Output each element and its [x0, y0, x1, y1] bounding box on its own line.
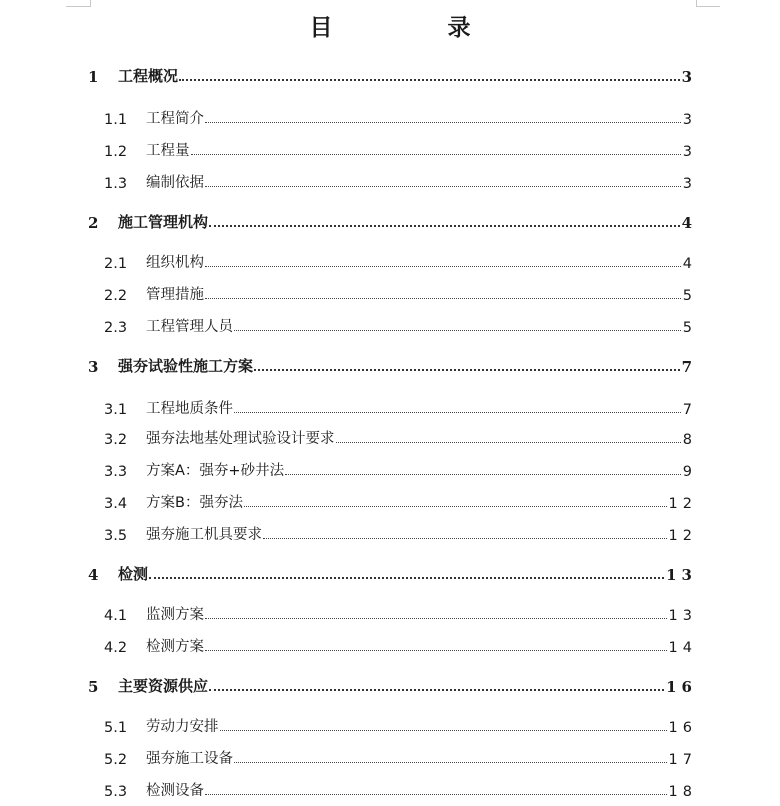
toc-entry-page: 3	[682, 144, 697, 160]
dot-leader	[254, 369, 680, 371]
toc-entry[interactable]	[88, 488, 697, 512]
toc-entry-page: 9	[682, 464, 697, 480]
toc-entry-number: 2.3	[104, 320, 128, 336]
toc-entry[interactable]	[88, 280, 697, 304]
dot-leader	[191, 154, 681, 155]
toc-entry-text: 检测设备	[146, 783, 204, 799]
toc-entry-number: 2	[88, 214, 99, 232]
toc-entry-page: 4	[682, 256, 697, 272]
toc-entry[interactable]	[88, 560, 697, 584]
toc-entry-page: 12	[668, 496, 697, 512]
toc-entry-page: 16	[668, 720, 697, 736]
dot-leader	[205, 618, 667, 619]
toc-entry-number: 3	[88, 358, 99, 376]
toc-entry-number: 4	[88, 566, 99, 584]
toc-entry[interactable]	[88, 520, 697, 544]
toc-entry-text: 方案B：强夯法	[146, 495, 243, 511]
toc-entry[interactable]	[88, 62, 697, 86]
toc-entry-text: 强夯施工设备	[146, 751, 233, 767]
toc-entry-page: 13	[668, 608, 697, 624]
toc-entry[interactable]	[88, 104, 697, 128]
toc-entry-number: 3.2	[104, 432, 128, 448]
toc-entry-text: 强夯法地基处理试验设计要求	[146, 431, 335, 447]
dot-leader	[205, 794, 667, 795]
toc-entry-text: 工程简介	[146, 111, 204, 127]
toc-entry-text: 工程量	[146, 143, 190, 159]
toc-entry-text: 施工管理机构	[118, 213, 209, 231]
dot-leader	[205, 266, 681, 267]
toc-entry-page: 5	[682, 288, 697, 304]
dot-leader	[336, 442, 681, 443]
dot-leader	[285, 474, 681, 475]
toc-entry[interactable]	[88, 632, 697, 656]
dot-leader	[179, 79, 680, 81]
toc-entry-page: 4	[681, 214, 697, 232]
toc-entry-page: 16	[666, 678, 697, 696]
toc-entry[interactable]	[88, 312, 697, 336]
toc-entry-number: 3.4	[104, 496, 128, 512]
toc-entry[interactable]	[88, 136, 697, 160]
toc-entry-number: 1.3	[104, 176, 128, 192]
toc-entry-number: 5	[88, 678, 99, 696]
dot-leader	[205, 122, 681, 123]
toc-entry-text: 方案A：强夯+砂井法	[146, 463, 285, 479]
toc-entry-text: 工程概况	[118, 67, 179, 85]
toc-entry[interactable]	[88, 712, 697, 736]
dot-leader	[263, 538, 667, 539]
dot-leader	[149, 577, 664, 579]
toc-entry-page: 8	[682, 432, 697, 448]
toc-entry-number: 5.1	[104, 720, 128, 736]
dot-leader	[234, 330, 681, 331]
toc-entry[interactable]	[88, 352, 697, 376]
toc-entry-text: 组织机构	[146, 255, 204, 271]
toc-entry-page: 3	[681, 68, 697, 86]
toc-entry-number: 1.1	[104, 112, 128, 128]
toc-entry-number: 2.2	[104, 288, 128, 304]
toc-entry-text: 检测方案	[146, 639, 204, 655]
toc-entry[interactable]	[88, 208, 697, 232]
toc-entry-page: 17	[668, 752, 697, 768]
dot-leader	[205, 298, 681, 299]
dot-leader	[234, 412, 681, 413]
toc-entry[interactable]	[88, 424, 697, 448]
toc-entry-number: 4.1	[104, 608, 128, 624]
toc-entry-page: 5	[682, 320, 697, 336]
toc-entry[interactable]	[88, 394, 697, 418]
toc-entry[interactable]	[88, 744, 697, 768]
toc-entry-text: 检测	[118, 565, 149, 583]
toc-entry-number: 5.3	[104, 784, 128, 800]
toc-entry-page: 13	[666, 566, 697, 584]
toc-entry-text: 工程管理人员	[146, 319, 233, 335]
toc-entry-text: 监测方案	[146, 607, 204, 623]
toc-entry-number: 5.2	[104, 752, 128, 768]
dot-leader	[220, 730, 667, 731]
toc-entry-page: 14	[668, 640, 697, 656]
toc-entry-text: 管理措施	[146, 287, 204, 303]
toc-entry-number: 1.2	[104, 144, 128, 160]
toc-entry[interactable]	[88, 456, 697, 480]
toc-entry-number: 3.1	[104, 402, 128, 418]
toc-entry-page: 7	[681, 358, 697, 376]
toc-entry-text: 劳动力安排	[146, 719, 219, 735]
toc-entry-page: 3	[682, 112, 697, 128]
dot-leader	[244, 506, 667, 507]
toc-entry[interactable]	[88, 776, 697, 800]
toc-entry[interactable]	[88, 600, 697, 624]
toc-entry[interactable]	[88, 168, 697, 192]
dot-leader	[205, 186, 681, 187]
toc-entry-number: 3.5	[104, 528, 128, 544]
toc-entry-number: 2.1	[104, 256, 128, 272]
toc-entry[interactable]	[88, 672, 697, 696]
dot-leader	[205, 650, 667, 651]
toc-entry-text: 工程地质条件	[146, 401, 233, 417]
toc-entry-text: 强夯试验性施工方案	[118, 357, 254, 375]
toc-entry-number: 1	[88, 68, 99, 86]
toc-title: 目 录	[309, 14, 517, 41]
toc-entry-text: 强夯施工机具要求	[146, 527, 262, 543]
toc-entry-page: 12	[668, 528, 697, 544]
dot-leader	[234, 762, 667, 763]
toc-entry-number: 4.2	[104, 640, 128, 656]
toc-entry-page: 3	[682, 176, 697, 192]
toc-entry[interactable]	[88, 248, 697, 272]
dot-leader	[209, 225, 680, 227]
toc-entry-text: 编制依据	[146, 175, 204, 191]
dot-leader	[209, 689, 664, 691]
toc-entry-text: 主要资源供应	[118, 677, 209, 695]
toc-entry-number: 3.3	[104, 464, 128, 480]
toc-entry-page: 18	[668, 784, 697, 800]
toc-entry-page: 7	[682, 402, 697, 418]
